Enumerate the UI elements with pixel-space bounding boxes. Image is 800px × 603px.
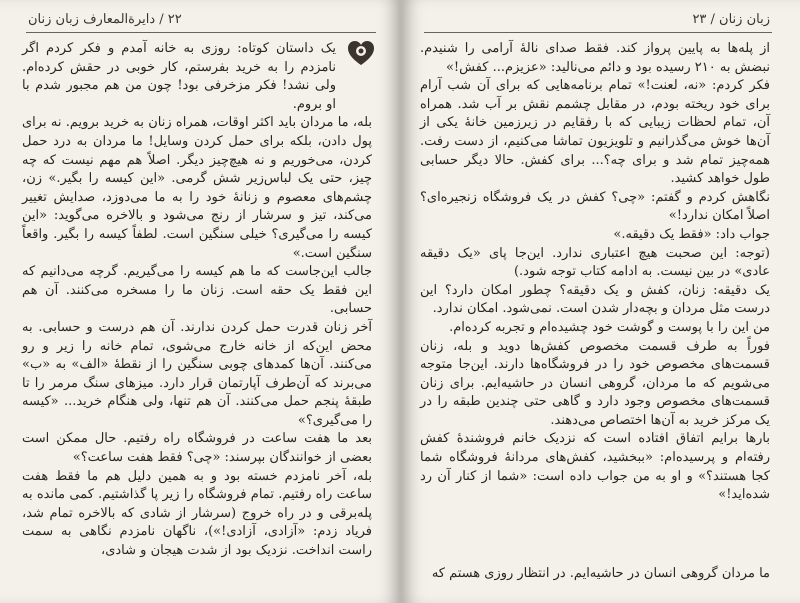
paragraph: جالب این‌جاست که ما هم کیسه را می‌گیریم. گرچه می‌دانیم که این فقط یک حقه است. زنان ما را مسخره می‌کنند. آن هم حسابی. <box>22 264 372 317</box>
header-rule <box>424 32 772 33</box>
left-page-header: ۲۲ / دایرةالمعارف زبان زنان <box>28 12 182 27</box>
paragraph: (توجه: این صحبت هیچ اعتباری ندارد. این‌جا پای «یک دقیقه عادی» در بین نیست. به ادامه کتاب توجه شود.) <box>420 245 770 280</box>
right-page-header: زبان زنان / ۲۳ <box>692 12 770 27</box>
right-page-body <box>420 40 770 505</box>
paragraph: یک داستان کوتاه: روزی به خانه آمدم و فکر کردم اگر نامزدم را به خرید بفرستم، کار خوبی در حقش کرده‌ام. ولی نشد! فکر مزخرفی بود! چون من هم مجبور شدم با او بروم. <box>22 41 336 112</box>
header-rule <box>26 32 376 33</box>
paragraph: بله، ما مردان باید اکثر اوقات، همراه زنان به خرید برویم. نه برای پول دادن، بلکه برای حمل کردن وسایل! ما مردان به درد حمل کردن، می‌خوریم و نه هیچ‌چیز دیگر. اصلاً هم مهم نیست که چه چیز، حتی یک لباس‌زیر شش گرمی. «این کیسه را بگیر.» زن، چشم‌های معصوم و زنانهٔ خود را به ما می‌دوزد، صدایش تغییر می‌کند، تیز و سرشار از رنج می‌شود و بالاخره می‌گوید: «این کیسه را می‌گیری؟ خیلی سنگین است. لطفاً کیسه را بگیر. واقعاً سنگین است.» <box>22 115 372 261</box>
paragraph: فوراً به طرف قسمت مخصوص کفش‌ها دوید و بله، زنان قسمت‌های مخصوص خود را در فروشگاه‌ها دارند. این‌جا متوجه می‌شویم که ما مردان، گروهی انسان در حاشیه‌ایم. برای زنان قسمت‌های مخصوص وجود دارد و گاهی حتی چندین طبقه را در یک مرکز خرید به آن‌ها اختصاص می‌دهند. <box>420 338 770 428</box>
paragraph: بله، آخر نامزدم خسته بود و به همین دلیل هم ما فقط هفت ساعت راه رفتیم. تمام فروشگاه را زیر پا گذاشتیم. کمی مانده به پله‌برقی و در راه خروج (سرشار از شادی که بالاخره تمام شد، فریاد زدم: «آزادی، آزادی!»)، ناگهان نامزدم نگاهی به سمت راست انداخت. نزدیک بود از شدت هیجان و شادی، <box>22 468 372 559</box>
paragraph: بارها برایم اتفاق افتاده است که نزدیک خانم فروشندهٔ کفش رفته‌ام و پرسیده‌ام: «ببخشید، کفش‌های مردانهٔ فروشگاه شما کجا هستند؟» و او به من جواب داده است: «شما از کنار آن رد شده‌اید!» <box>420 431 770 503</box>
paragraph: آخر زنان قدرت حمل کردن ندارند. آن هم درست و حسابی. به محض این‌که از خانه خارج می‌شوی، تمام خانه را زیر و رو می‌کنند. آن‌ها کمدهای چوبی سنگین را از نقطهٔ «الف» به «ب» می‌برند که آن‌طرف آپارتمان قرار دارد. میزهای سنگ مرمر را تا طبقهٔ پنجم حمل می‌کنند. آن هم تنها، ولی هنگام خرید... «کیسه را می‌گیری؟» <box>22 319 372 428</box>
page-bottom-line: ما مردان گروهی انسان در حاشیه‌ایم. در انتظار روزی هستم که <box>431 566 770 581</box>
paragraph: من این را با پوست و گوشت خود چشیده‌ام و تجربه کرده‌ام. <box>449 319 770 335</box>
paragraph: نگاهش کردم و گفتم: «چی؟ کفش در یک فروشگاه زنجیره‌ای؟ اصلاً امکان ندارد!» <box>420 189 770 224</box>
paragraph: جواب داد: «فقط یک دقیقه.» <box>613 226 770 242</box>
right-page <box>402 0 800 603</box>
paragraph: یک دقیقه: زنان، کفش و یک دقیقه؟ چطور امکان دارد؟ این درست مثل مردان و بچه‌دار شدن است. نمی‌شود. امکان ندارد. <box>420 282 770 317</box>
left-page-body <box>22 40 372 561</box>
paragraph: از پله‌ها به پایین پرواز کند. فقط صدای نالهٔ آرامی را شنیدم. نبضش به ۲۱۰ رسیده بود و دائم می‌نالید: «عزیزم... کفش!» <box>420 41 770 75</box>
paragraph: فکر کردم: «نه، لعنت!» تمام برنامه‌هایی که برای آن شب آرام برای خود ریخته بودم، در مقابل چشمم نقش بر آب شد. همراه آن، تمام لحظات زیبایی که با رفقایم در زیرزمین خانهٔ یکی از آن‌ها خوش می‌گذرانیم و تلویزیون تماشا می‌کنیم، از دست رفت. همه‌چیز تمام شد و برای چه؟... برای کفش. حالا دیگر حسابی طول خواهد کشید. <box>420 78 770 187</box>
paragraph: بعد ما هفت ساعت در فروشگاه راه رفتیم. حال ممکن است بعضی از خوانندگان بپرسند: «چی؟ فقط هفت ساعت؟» <box>22 431 372 466</box>
